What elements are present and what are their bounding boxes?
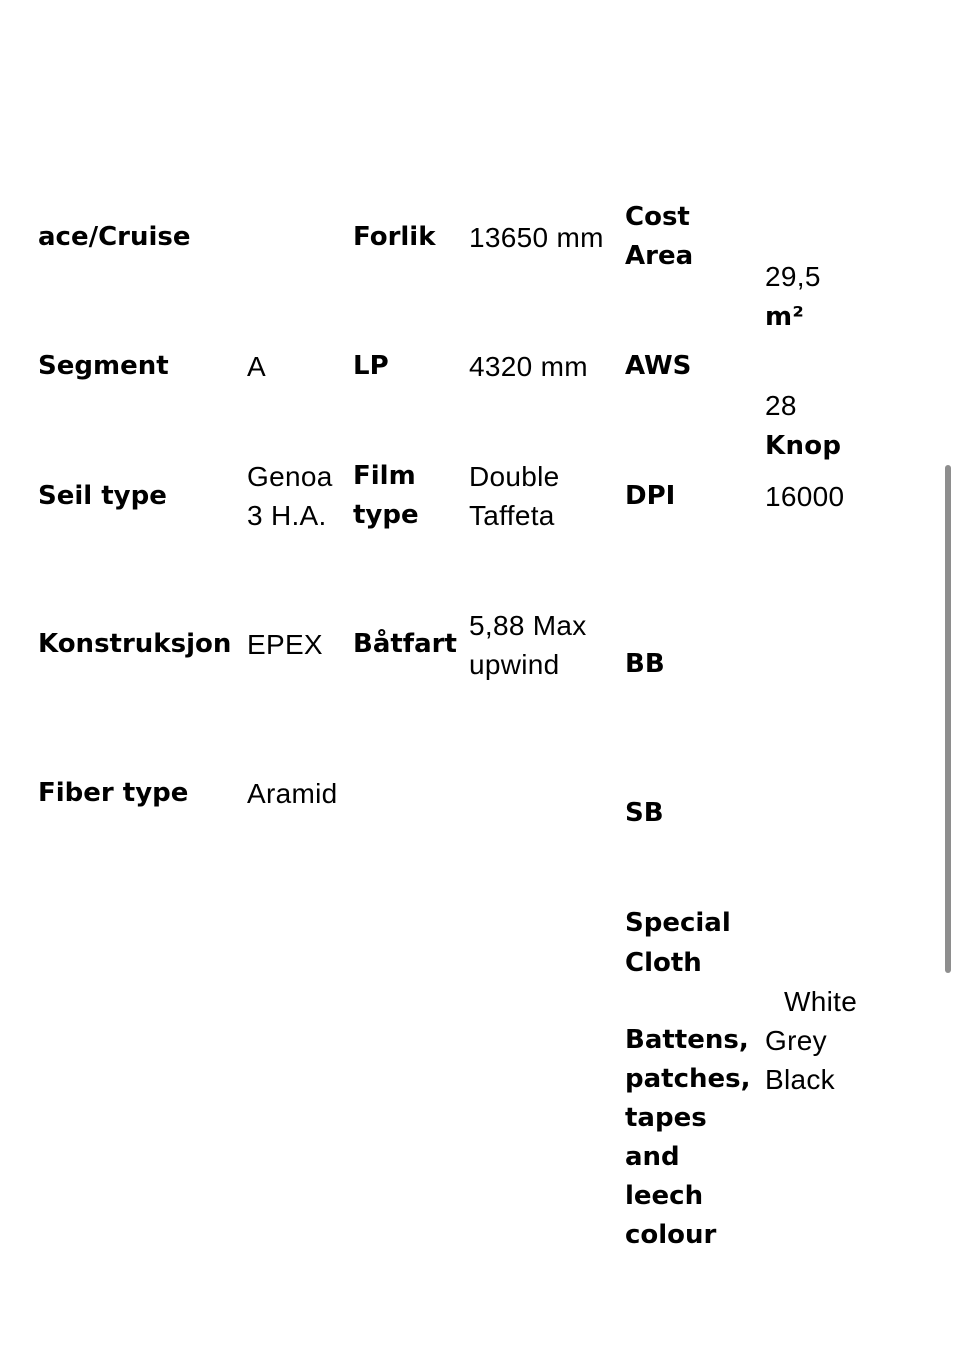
cost-area-label: Cost Area [625, 202, 694, 271]
colour-white: White [784, 986, 858, 1017]
konstruksjon-label: Konstruksjon [38, 629, 232, 659]
film-type-label: Film type [353, 461, 419, 530]
konstruksjon-value: EPEX [247, 629, 323, 660]
batfart-value: 5,88 Max upwind [469, 610, 587, 680]
lp-label: LP [353, 351, 389, 381]
special-cloth-label: Special Cloth [625, 908, 731, 978]
cost-area-value [765, 218, 821, 337]
seil-type-value: Genoa 3 H.A. [247, 461, 333, 531]
fiber-type-label: Fiber type [38, 778, 189, 808]
dpi-value: 16000 [765, 481, 845, 512]
cost-area-unit: m² [765, 302, 805, 332]
battens-label: Battens, patches, tapes and leech colour [625, 1025, 751, 1250]
aws-label: AWS [625, 351, 692, 381]
fiber-type-value: Aramid [247, 778, 338, 809]
forlik-value: 13650 mm [469, 222, 604, 253]
lp-value: 4320 mm [469, 351, 588, 382]
race-cruise-label: ace/Cruise [38, 222, 191, 252]
aws-unit: Knop [765, 431, 842, 461]
vertical-scrollbar[interactable] [945, 465, 951, 973]
sb-label: SB [625, 798, 664, 828]
bb-label: BB [625, 649, 665, 679]
segment-label: Segment [38, 351, 169, 381]
forlik-label: Forlik [353, 222, 436, 252]
seil-type-label: Seil type [38, 481, 167, 511]
colour-grey-black: Grey Black [765, 1025, 835, 1095]
cost-area-number: 29,5 [765, 261, 821, 292]
film-type-value: Double Taffeta [469, 461, 560, 531]
segment-value: A [247, 351, 266, 382]
batfart-label: Båtfart [353, 629, 457, 659]
aws-number: 28 [765, 390, 797, 421]
aws-value [765, 347, 841, 466]
dpi-label: DPI [625, 481, 676, 511]
